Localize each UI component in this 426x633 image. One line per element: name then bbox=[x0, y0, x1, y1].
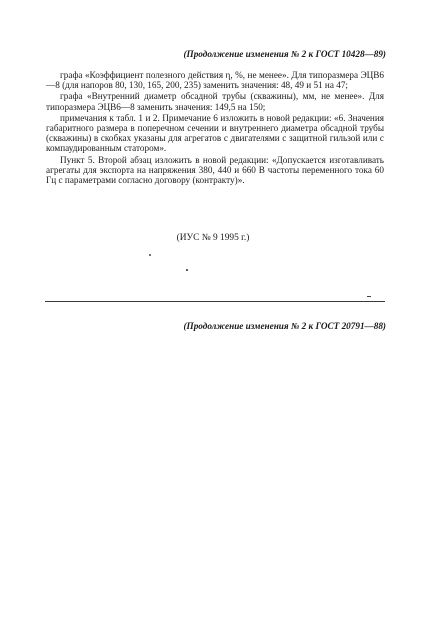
section-divider bbox=[45, 301, 385, 302]
continuation-header-bottom: (Продолжение изменения № 2 к ГОСТ 20791—88) bbox=[183, 321, 386, 331]
issue-reference: (ИУС № 9 1995 г.) bbox=[176, 233, 250, 243]
continuation-header-top: (Продолжение изменения № 2 к ГОСТ 10428—89) bbox=[183, 49, 386, 59]
scan-speck bbox=[149, 254, 151, 256]
scan-speck bbox=[367, 296, 371, 297]
paragraph-efficiency: графа «Коэффициент полезного действия η, %, не менее». Для типоразмера ЭЦВ6—8 (для напоров 80, 130, 165, 200, 235) заменить значения: 48, 49 и 51 на 47; bbox=[46, 70, 384, 91]
paragraph-clause-5: Пункт 5. Второй абзац изложить в новой редакции: «Допускается изготавливать агрегаты для экспорта на напряжения 380, 440 и 660 В частоты переменного тока 60 Гц с параметрами согласно договору (контракту)». bbox=[46, 154, 384, 186]
amendment-body bbox=[46, 70, 384, 186]
scan-speck bbox=[186, 269, 188, 271]
paragraph-casing-diameter: графа «Внутренний диаметр обсадной трубы (скважины), мм, не менее». Для типоразмера ЭЦВ6—8 заменить значения: 149,5 на 150; bbox=[46, 91, 384, 112]
paragraph-table-notes: примечания к табл. 1 и 2. Примечание 6 изложить в новой редакции: «6. Значения габаритного размера в поперечном сечении и внутреннего диаметра обсадной трубы (скважины) в скобках указаны для агрегатов с двигателями с защитной гильзой или с компаудированным статором». bbox=[46, 112, 384, 154]
